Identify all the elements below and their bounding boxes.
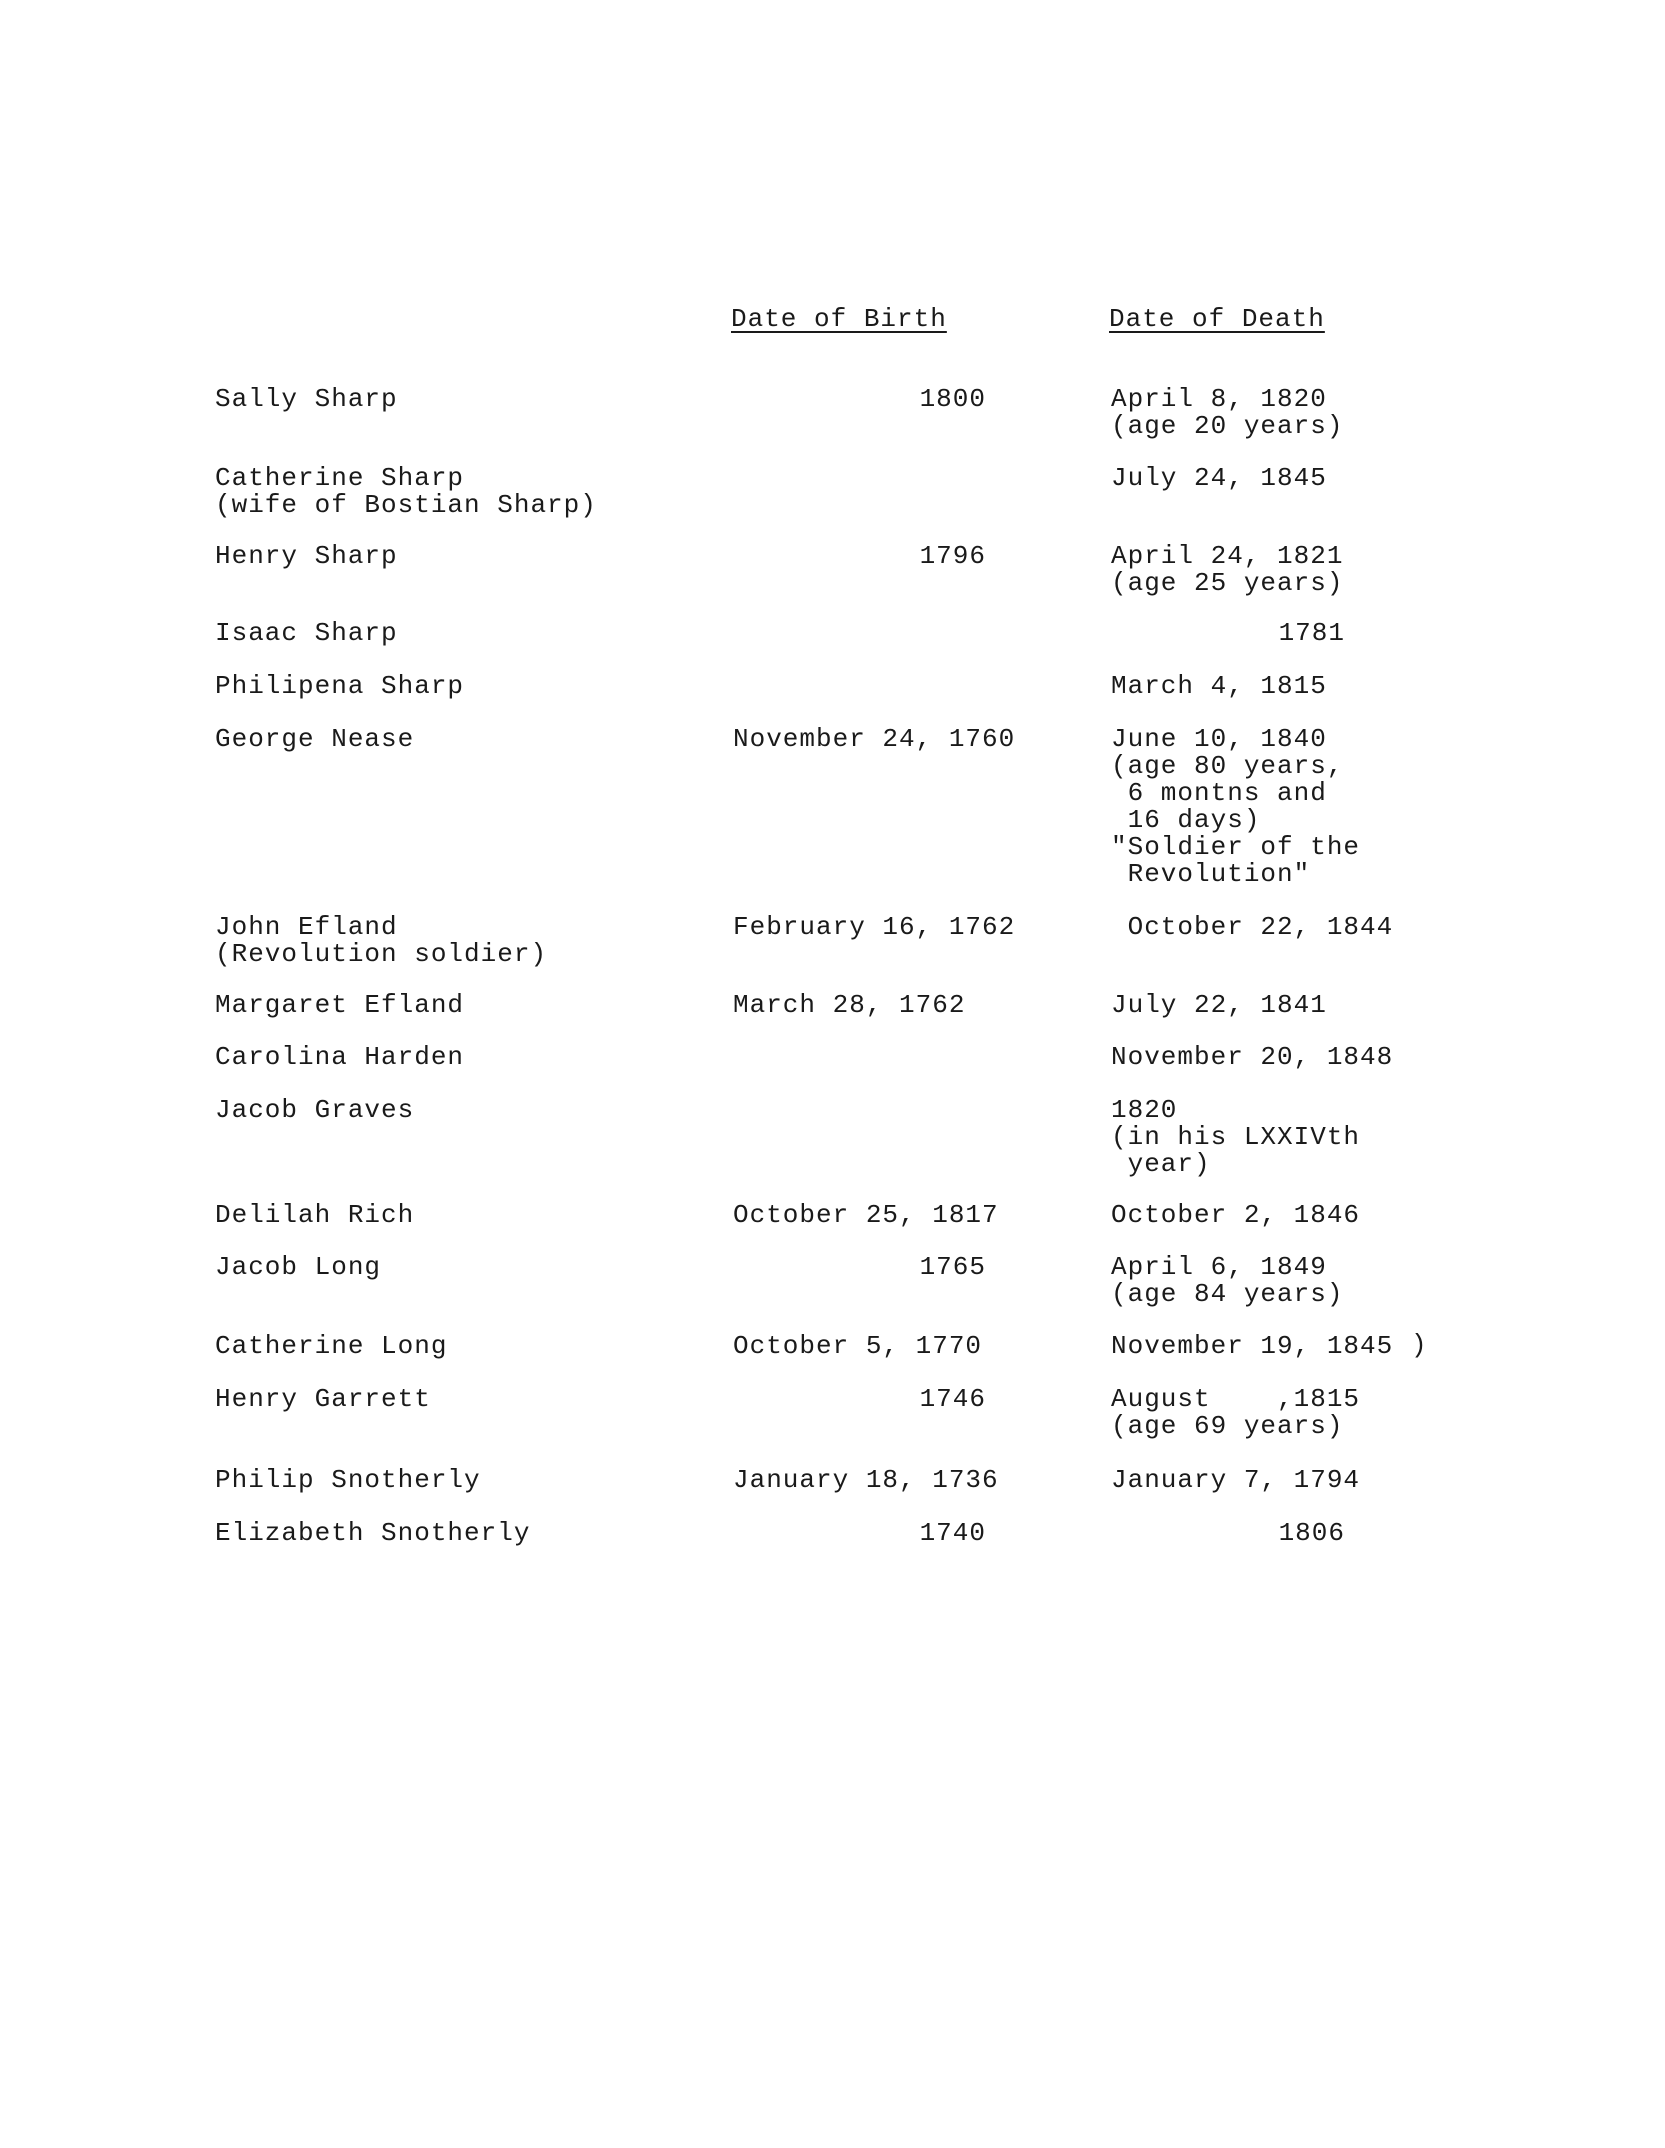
person-name: George Nease [215,724,415,754]
person-name: Delilah Rich [215,1200,415,1230]
death-date: August ,1815 (age 69 years) [1111,1384,1361,1441]
death-date: July 22, 1841 [1111,990,1327,1020]
death-date: April 8, 1820 (age 20 years) [1111,384,1344,441]
death-date: October 22, 1844 [1111,912,1394,942]
person-name: Henry Garrett [215,1384,431,1414]
person-name: Philip Snotherly [215,1465,481,1495]
birth-date: 1765 [919,1252,986,1282]
death-date: June 10, 1840 (age 80 years, 6 montns and 16 days) "Soldier of the Revolution" [1111,724,1361,889]
birth-date: January 18, 1736 [733,1465,999,1495]
death-date: 1820 (in his LXXIVth year) [1111,1095,1361,1179]
birth-date: 1800 [919,384,986,414]
person-name: Sally Sharp [215,384,398,414]
birth-date: 1740 [919,1518,986,1548]
birth-date: October 25, 1817 [733,1200,999,1230]
death-date: March 4, 1815 [1111,671,1327,701]
death-date: April 24, 1821 (age 25 years) [1111,541,1344,598]
death-date: October 2, 1846 [1111,1200,1361,1230]
person-name: Jacob Graves [215,1095,415,1125]
death-date: January 7, 1794 [1111,1465,1361,1495]
death-date: April 6, 1849 (age 84 years) [1111,1252,1344,1309]
person-name: Henry Sharp [215,541,398,571]
death-date: July 24, 1845 [1111,463,1327,493]
person-name: Jacob Long [215,1252,382,1282]
birth-date: 1796 [919,541,986,571]
birth-date: November 24, 1760 [733,724,1016,754]
header-date-of-birth: Date of Birth [731,304,947,334]
person-name: John Efland (Revolution soldier) [215,912,548,969]
death-date: 1781 [1278,618,1345,648]
person-name: Philipena Sharp [215,671,465,701]
birth-date: October 5, 1770 [733,1331,983,1361]
death-date: November 19, 1845 [1111,1331,1394,1361]
person-name: Catherine Sharp (wife of Bostian Sharp) [215,463,597,520]
death-date: 1806 [1278,1518,1345,1548]
person-name: Isaac Sharp [215,618,398,648]
person-name: Carolina Harden [215,1042,465,1072]
birth-date: March 28, 1762 [733,990,966,1020]
person-name: Elizabeth Snotherly [215,1518,531,1548]
birth-date: 1746 [919,1384,986,1414]
person-name: Catherine Long [215,1331,448,1361]
death-date: November 20, 1848 [1111,1042,1394,1072]
person-name: Margaret Efland [215,990,465,1020]
stray-mark: ) [1411,1330,1427,1360]
header-date-of-death: Date of Death [1109,304,1325,334]
birth-date: February 16, 1762 [733,912,1016,942]
